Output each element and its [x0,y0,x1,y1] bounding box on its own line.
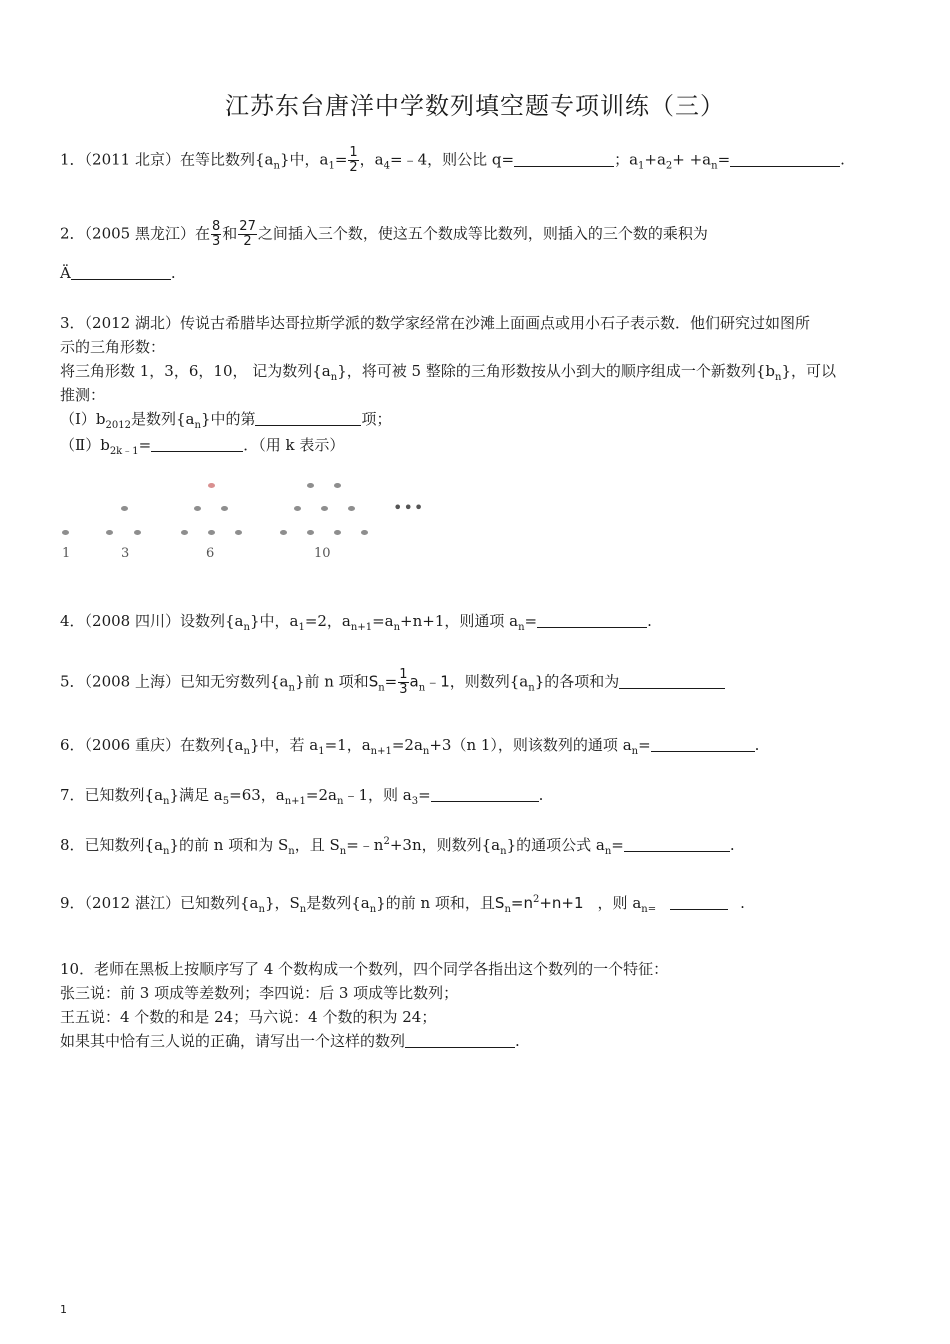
answer-blank-q2[interactable] [71,263,171,280]
page-number: 1 [60,1303,67,1316]
figure-dot [121,506,128,511]
question-7: 7．已知数列$\{a_n\}$满足 $a_5=63$，$a_{n+1}=2a_n﹣1$，则 $a_3=$ . [60,786,544,807]
answer-blank-q7[interactable] [431,785,539,802]
fraction-one-third: $\frac{1}{3}$ [399,667,408,697]
fraction-27-halves: $\frac{27}{2}$ [239,219,256,249]
figure-dot [294,506,301,511]
fraction-eight-thirds: $\frac{8}{3}$ [212,219,221,249]
figure-dot [208,530,215,535]
figure-dot [348,506,355,511]
figure-dot [106,530,113,535]
question-3-part-2: $(Ⅱ)b_{2k﹣1}=$ ．（用 k 表示） [60,436,345,457]
question-10-line-3: 王五说：4 个数的和是 24；马六说：4 个数的积为 24； [60,1008,437,1026]
question-3-line-3: 将三角形数 1，3，6，10， 记为数列$\{a_n\}$，将可被 5 整除的三角形数按从小到大的顺序组成一个新数列$\{b_n\}$，可以 [60,362,836,383]
question-1: 1．（2011 北京）在等比数列$\{a_n\}$中，$a_1=$ $\frac{1}{2}$ ，$a_4=﹣4$，则公比 q= ；$a_1+a_2+ +a_n=$ . [60,145,845,175]
figure-dot [307,483,314,488]
figure-dot [181,530,188,535]
figure-dot [62,530,69,535]
answer-blank-q3-part1[interactable] [255,409,361,426]
fraction-one-half: $\frac{1}{2}$ [349,145,358,175]
question-2-answer: Ä . [60,264,176,282]
figure-label: 3 [121,546,130,561]
question-4: 4．（2008 四川）设数列$\{a_n\}$中，$a_1=2$，$a_{n+1}=a_n+n+1$，则通项 $a_n=$ . [60,612,652,633]
figure-dot [334,483,341,488]
answer-blank-q4[interactable] [537,611,647,628]
question-2: 2．（2005 黑龙江）在 $\frac{8}{3}$ 和 $\frac{27}{2}$ 之间插入三个数，使这五个数成等比数列，则插入的三个数的乘积为 [60,219,708,249]
answer-blank-q10[interactable] [405,1031,515,1048]
figure-dot [307,530,314,535]
question-3-line-2: 示的三角形数： [60,338,166,356]
page-title: 江苏东台唐洋中学数列填空题专项训练（三） [225,92,725,120]
question-3-line-4: 推测： [60,386,106,404]
figure-dot [134,530,141,535]
question-3-part-1: $(Ⅰ)b_{2012}$是数列$\{a_n\}$中的第 项； [60,410,392,431]
question-5: 5．（2008 上海）已知无穷数列$\{a_n\}$前 n 项和$S_n=$ $\frac{1}{3}$ $a_n﹣1$，则数列$\{a_n\}$的各项和为 [60,668,725,697]
question-10-line-1: 10．老师在黑板上按顺序写了 4 个数构成一个数列，四个同学各指出这个数列的一个特征： [60,960,669,978]
answer-blank-q1-sum[interactable] [730,150,840,167]
figure-dot [235,530,242,535]
question-8: 8．已知数列$\{a_n\}$的前 n 项和为 $S_n$，且 $S_n=﹣n^2+3n$，则数列$\{a_n\}$的通项公式 $a_n=$ . [60,836,735,857]
question-3-line-1: 3．（2012 湖北）传说古希腊毕达哥拉斯学派的数学家经常在沙滩上面画点或用小石子表示数．他们研究过如图所 [60,314,810,332]
question-9: 9．（2012 湛江）已知数列$\{a_n\}$，$S_n$是数列$\{a_n\}$的前 n 项和，且$S_n=n^2+n+1$ ，则 $a_{n=}$ . [60,894,745,915]
figure-dot [280,530,287,535]
answer-blank-q3-part2[interactable] [151,435,243,452]
figure-dot [221,506,228,511]
figure-dot [321,506,328,511]
answer-blank-q1-ratio[interactable] [514,150,614,167]
answer-blank-q6[interactable] [651,735,755,752]
question-6: 6．（2006 重庆）在数列$\{a_n\}$中，若 $a_1=1$，$a_{n+1}=2a_n+3(n$ 1），则该数列的通项 $a_n=$ . [60,736,760,757]
figure-dot [194,506,201,511]
figure-dot [361,530,368,535]
figure-dot [334,530,341,535]
figure-label: 10 [314,546,331,561]
question-10-line-2: 张三说：前 3 项成等差数列；李四说：后 3 项成等比数列； [60,984,459,1002]
answer-blank-q8[interactable] [624,835,730,852]
answer-blank-q5[interactable] [619,672,725,689]
answer-blank-q9[interactable] [670,893,728,910]
question-10-line-4: 如果其中恰有三人说的正确，请写出一个这样的数列 . [60,1032,520,1050]
figure-dot [208,483,215,488]
figure-label: 6 [206,546,215,561]
figure-ellipsis: ••• [393,498,425,517]
figure-label: 1 [62,546,71,561]
